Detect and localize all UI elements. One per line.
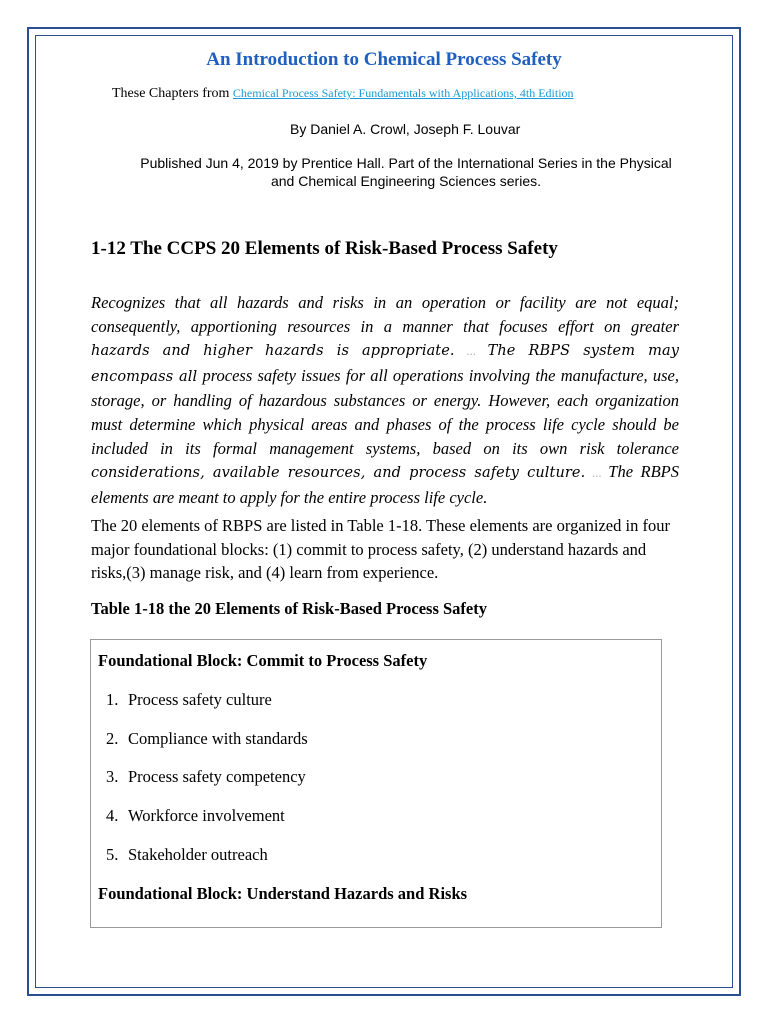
authors-line: By Daniel A. Crowl, Joseph F. Louvar — [290, 121, 521, 137]
publication-info — [130, 154, 682, 190]
publication-line-1: Published Jun 4, 2019 by Prentice Hall. Part of the International Series in the Physical — [140, 155, 672, 171]
chapters-prefix: These Chapters from — [112, 86, 233, 101]
list-item — [106, 806, 285, 826]
chapters-source — [112, 86, 574, 102]
list-item-number: 3. — [106, 767, 119, 786]
document-title: An Introduction to Chemical Process Safety — [206, 49, 562, 70]
section-heading: 1-12 The CCPS 20 Elements of Risk-Based Process Safety — [91, 238, 558, 259]
quote-part-6: The RBPS elements are meant to apply for the entire process life cycle. — [91, 462, 679, 507]
list-item-label: Stakeholder outreach — [128, 845, 268, 864]
quote-part-5: considerations, available resources, and process safety culture. — [91, 465, 586, 482]
list-item-number: 5. — [106, 845, 119, 864]
list-item — [106, 845, 268, 865]
body-paragraph: The 20 elements of RBPS are listed in Table 1-18. These elements are organized in four major foundational blocks: (1) commit to process safety, (2) understand hazards and risks,(3) manage risk, and (4) learn from experience. — [91, 516, 670, 582]
list-item-number: 2. — [106, 729, 119, 748]
book-link[interactable]: Chemical Process Safety: Fundamentals with Applications, 4th Edition — [232, 86, 574, 100]
quote-part-4: process safety issues for all operations involving the manufacture, use, storage, or handling of hazardous substances or energy. However, each organization must determine which physical areas and phases of the process life cycle should be included in its formal management systems, based on its own risk tolerance — [91, 365, 679, 458]
block-heading-understand: Foundational Block: Understand Hazards and Risks — [98, 884, 468, 903]
list-item-label: Workforce involvement — [128, 806, 285, 825]
list-item — [106, 767, 306, 787]
list-item-label: Process safety culture — [128, 690, 272, 709]
list-item-number: 4. — [106, 806, 119, 825]
list-item-number: 1. — [106, 690, 119, 709]
list-item — [106, 690, 272, 710]
quote-part-3: The RBPS system may encompass all — [91, 343, 679, 385]
list-item — [106, 729, 308, 749]
ellipsis-1: ... — [454, 343, 488, 359]
quoted-paragraph — [91, 291, 679, 509]
publication-line-2: and Chemical Engineering Sciences series. — [270, 173, 542, 189]
quote-part-1: Recognizes that all hazards and risks in an operation or facility are not equal; consequently, apportioning resources in a manner that focuses effort on greater — [91, 293, 679, 336]
block-heading-commit: Foundational Block: Commit to Process Safety — [98, 651, 428, 670]
quote-part-2: hazards and higher hazards is appropriate. — [91, 343, 455, 360]
ellipsis-2: ... — [585, 465, 609, 481]
list-item-label: Process safety competency — [128, 767, 306, 786]
table-caption: Table 1-18 the 20 Elements of Risk-Based Process Safety — [91, 599, 487, 618]
list-item-label: Compliance with standards — [128, 729, 308, 748]
